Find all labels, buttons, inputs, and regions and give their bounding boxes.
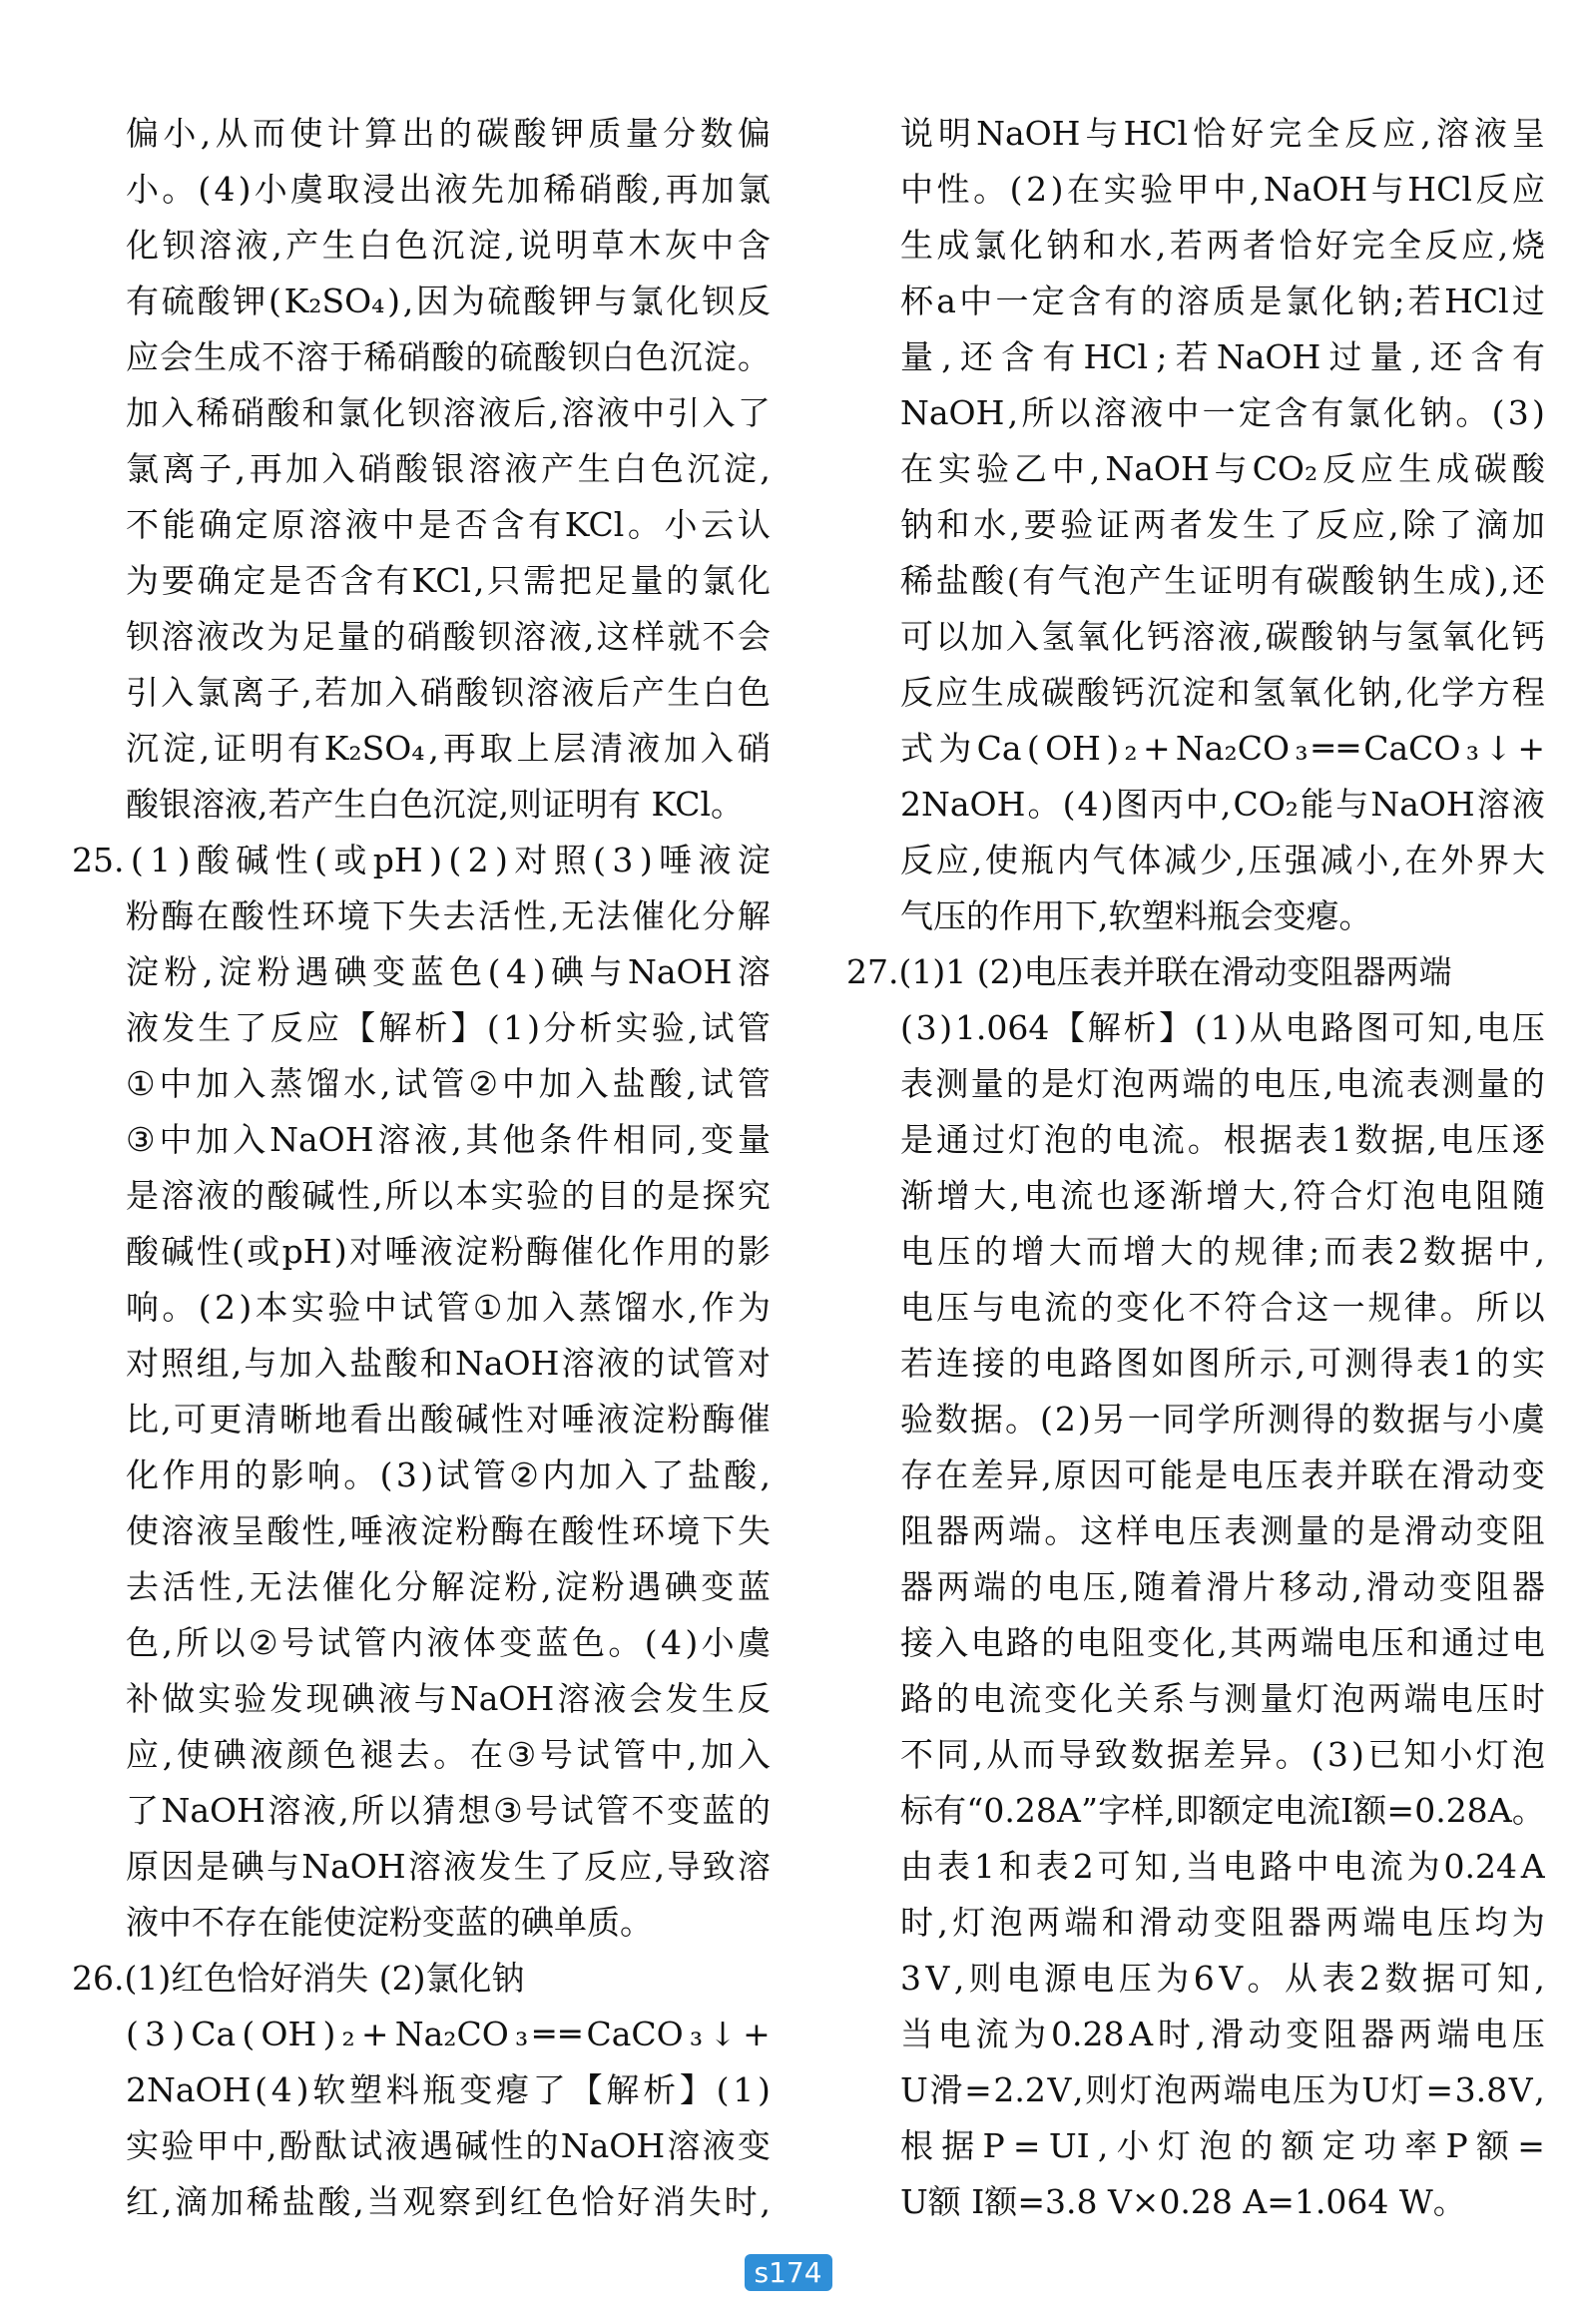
text-line: 应 , 使 碘 液 颜 色 褪 去 。 在 ③ 号 试 管 中 , 加 入 bbox=[126, 1735, 771, 1774]
text-line: 引 入 氯 离 子 , 若 加 入 硝 酸 钡 溶 液 后 产 生 白 色 bbox=[126, 673, 771, 712]
text-line: 液中不存在能使淀粉变蓝的碘单质。 bbox=[126, 1903, 653, 1942]
text-line: 是 通 过 灯 泡 的 电 流 。 根 据 表 1 数 据 , 电 压 逐 bbox=[900, 1120, 1545, 1159]
text-line: 比 , 可 更 清 晰 地 看 出 酸 碱 性 对 唾 液 淀 粉 酶 催 bbox=[126, 1400, 771, 1439]
text-line: 在 实 验 乙 中 , NaOH 与 CO₂ 反 应 生 成 碳 酸 bbox=[900, 449, 1545, 488]
text-line: 稀 盐 酸 ( 有 气 泡 产 生 证 明 有 碳 酸 钠 生 成 ) , 还 bbox=[900, 561, 1545, 600]
text-line: 量 , 还 含 有 HCl ; 若 NaOH 过 量 , 还 含 有 bbox=[900, 337, 1545, 376]
text-line: 中 性 。 ( 2 ) 在 实 验 甲 中 , NaOH 与 HCl 反 应 bbox=[900, 170, 1545, 209]
text-line: 沉 淀 , 证 明 有 K₂SO₄ , 再 取 上 层 清 液 加 入 硝 bbox=[126, 729, 771, 768]
text-line: 应 会 生 成 不 溶 于 稀 硝 酸 的 硫 酸 钡 白 色 沉 淀 。 bbox=[126, 337, 771, 376]
text-line: 渐 增 大 , 电 流 也 逐 渐 增 大 , 符 合 灯 泡 电 阻 随 bbox=[900, 1176, 1545, 1215]
text-line: 表 测 量 的 是 灯 泡 两 端 的 电 压 , 电 流 表 测 量 的 bbox=[900, 1064, 1545, 1103]
text-line: 去 活 性 , 无 法 催 化 分 解 淀 粉 , 淀 粉 遇 碘 变 蓝 bbox=[126, 1567, 771, 1606]
text-line: 液 发 生 了 反 应 【 解 析 】 ( 1 ) 分 析 实 验 , 试 管 bbox=[126, 1008, 771, 1047]
text-line: 淀 粉 , 淀 粉 遇 碘 变 蓝 色 ( 4 ) 碘 与 NaOH 溶 bbox=[126, 952, 771, 991]
text-line: 酸 碱 性 ( 或 pH ) 对 唾 液 淀 粉 酶 催 化 作 用 的 影 bbox=[126, 1232, 771, 1271]
text-line: 气压的作用下,软塑料瓶会变瘪。 bbox=[900, 896, 1372, 935]
text-line: 化 作 用 的 影 响 。 ( 3 ) 试 管 ② 内 加 入 了 盐 酸 , bbox=[126, 1455, 771, 1494]
text-line: 钡 溶 液 改 为 足 量 的 硝 酸 钡 溶 液 , 这 样 就 不 会 bbox=[126, 617, 771, 656]
text-line: 由 表 1 和 表 2 可 知 , 当 电 路 中 电 流 为 0.24 A bbox=[900, 1847, 1545, 1886]
text-line: 根 据 P = UI , 小 灯 泡 的 额 定 功 率 P 额 = bbox=[900, 2126, 1545, 2165]
text-line: 电 压 与 电 流 的 变 化 不 符 合 这 一 规 律 。 所 以 bbox=[900, 1288, 1545, 1327]
page-number: s174 bbox=[744, 2254, 831, 2291]
text-line: 氯 离 子 , 再 加 入 硝 酸 银 溶 液 产 生 白 色 沉 淀 , bbox=[126, 449, 771, 488]
text-line: 钠 和 水 , 要 验 证 两 者 发 生 了 反 应 , 除 了 滴 加 bbox=[900, 505, 1545, 544]
text-line: NaOH , 所 以 溶 液 中 一 定 含 有 氯 化 钠 。 ( 3 ) bbox=[900, 393, 1545, 432]
text-line: 2NaOH 。 ( 4 ) 图 丙 中 , CO₂ 能 与 NaOH 溶 液 bbox=[900, 785, 1545, 824]
text-line: 化 钡 溶 液 , 产 生 白 色 沉 淀 , 说 明 草 木 灰 中 含 bbox=[126, 226, 771, 265]
text-line: 2NaOH ( 4 ) 软 塑 料 瓶 变 瘪 了 【 解 析 】 ( 1 ) bbox=[126, 2070, 771, 2109]
text-line: 若 连 接 的 电 路 图 如 图 所 示 , 可 测 得 表 1 的 实 bbox=[900, 1344, 1545, 1383]
text-line: 原 因 是 碘 与 NaOH 溶 液 发 生 了 反 应 , 导 致 溶 bbox=[126, 1847, 771, 1886]
text-line: 不 能 确 定 原 溶 液 中 是 否 含 有 KCl 。 小 云 认 bbox=[126, 505, 771, 544]
text-line: 使 溶 液 呈 酸 性 , 唾 液 淀 粉 酶 在 酸 性 环 境 下 失 bbox=[126, 1511, 771, 1550]
right-column bbox=[846, 106, 1545, 2230]
text-line: 补 做 实 验 发 现 碘 液 与 NaOH 溶 液 会 发 生 反 bbox=[126, 1679, 771, 1718]
text-line: 当 电 流 为 0.28 A 时 , 滑 动 变 阻 器 两 端 电 压 bbox=[900, 2015, 1545, 2053]
text-line: 粉 酶 在 酸 性 环 境 下 失 去 活 性 , 无 法 催 化 分 解 bbox=[126, 896, 771, 935]
text-line: U额 I额=3.8 V×0.28 A=1.064 W。 bbox=[900, 2182, 1466, 2221]
text-line: 标 有 “ 0.28 A ” 字 样 , 即 额 定 电 流 I 额 = 0.28 A 。 bbox=[900, 1791, 1545, 1830]
text-line: 阻 器 两 端 。 这 样 电 压 表 测 量 的 是 滑 动 变 阻 bbox=[900, 1511, 1545, 1550]
text-line: ( 3 ) Ca ( OH ) ₂ + Na₂CO ₃ ═ ═ CaCO ₃ ↓ + bbox=[126, 2015, 771, 2053]
left-column bbox=[72, 106, 771, 2230]
text-line: ( 3 ) 1.064 【 解 析 】 ( 1 ) 从 电 路 图 可 知 , 电 压 bbox=[900, 1008, 1545, 1047]
text-line: 说 明 NaOH 与 HCl 恰 好 完 全 反 应 , 溶 液 呈 bbox=[900, 114, 1545, 153]
text-line: 时 , 灯 泡 两 端 和 滑 动 变 阻 器 两 端 电 压 均 为 bbox=[900, 1903, 1545, 1942]
text-line: 酸银溶液,若产生白色沉淀,则证明有 KCl。 bbox=[126, 785, 745, 824]
text-line: 实 验 甲 中 , 酚 酞 试 液 遇 碱 性 的 NaOH 溶 液 变 bbox=[126, 2126, 771, 2165]
text-line: 验 数 据 。 ( 2 ) 另 一 同 学 所 测 得 的 数 据 与 小 虞 bbox=[900, 1400, 1545, 1439]
text-line: 器 两 端 的 电 压 , 随 着 滑 片 移 动 , 滑 动 变 阻 器 bbox=[900, 1567, 1545, 1606]
text-line: ③ 中 加 入 NaOH 溶 液 , 其 他 条 件 相 同 , 变 量 bbox=[126, 1120, 771, 1159]
text-line: 偏 小 , 从 而 使 计 算 出 的 碳 酸 钾 质 量 分 数 偏 bbox=[126, 114, 771, 153]
text-line: 25. ( 1 ) 酸 碱 性 ( 或 pH ) ( 2 ) 对 照 ( 3 ) 唾 液 淀 bbox=[72, 841, 771, 879]
text-line: 为 要 确 定 是 否 含 有 KCl , 只 需 把 足 量 的 氯 化 bbox=[126, 561, 771, 600]
text-line: 对 照 组 , 与 加 入 盐 酸 和 NaOH 溶 液 的 试 管 对 bbox=[126, 1344, 771, 1383]
text-line: 有 硫 酸 钾 ( K₂SO₄ ) , 因 为 硫 酸 钾 与 氯 化 钡 反 bbox=[126, 282, 771, 320]
text-line: 26.(1)红色恰好消失 (2)氯化钠 bbox=[72, 1959, 525, 1998]
text-line: 反 应 生 成 碳 酸 钙 沉 淀 和 氢 氧 化 钠 , 化 学 方 程 bbox=[900, 673, 1545, 712]
text-line: 27.(1)1 (2)电压表并联在滑动变阻器两端 bbox=[846, 952, 1452, 991]
text-line: ① 中 加 入 蒸 馏 水 , 试 管 ② 中 加 入 盐 酸 , 试 管 bbox=[126, 1064, 771, 1103]
text-line: 接 入 电 路 的 电 阻 变 化 , 其 两 端 电 压 和 通 过 电 bbox=[900, 1623, 1545, 1662]
text-line: 电 压 的 增 大 而 增 大 的 规 律 ; 而 表 2 数 据 中 , bbox=[900, 1232, 1545, 1271]
text-line: 路 的 电 流 变 化 关 系 与 测 量 灯 泡 两 端 电 压 时 bbox=[900, 1679, 1545, 1718]
text-line: 加 入 稀 硝 酸 和 氯 化 钡 溶 液 后 , 溶 液 中 引 入 了 bbox=[126, 393, 771, 432]
text-line: 响 。 ( 2 ) 本 实 验 中 试 管 ① 加 入 蒸 馏 水 , 作 为 bbox=[126, 1288, 771, 1327]
text-line: 生 成 氯 化 钠 和 水 , 若 两 者 恰 好 完 全 反 应 , 烧 bbox=[900, 226, 1545, 265]
text-line: 了 NaOH 溶 液 , 所 以 猜 想 ③ 号 试 管 不 变 蓝 的 bbox=[126, 1791, 771, 1830]
text-line: 存 在 差 异 , 原 因 可 能 是 电 压 表 并 联 在 滑 动 变 bbox=[900, 1455, 1545, 1494]
text-line: 可 以 加 入 氢 氧 化 钙 溶 液 , 碳 酸 钠 与 氢 氧 化 钙 bbox=[900, 617, 1545, 656]
text-line: 3 V , 则 电 源 电 压 为 6 V 。 从 表 2 数 据 可 知 , bbox=[900, 1959, 1545, 1998]
text-line: 反 应 , 使 瓶 内 气 体 减 少 , 压 强 减 小 , 在 外 界 大 bbox=[900, 841, 1545, 879]
text-line: 不 同 , 从 而 导 致 数 据 差 异 。 ( 3 ) 已 知 小 灯 泡 bbox=[900, 1735, 1545, 1774]
text-line: U 滑 = 2.2 V , 则 灯 泡 两 端 电 压 为 U 灯 = 3.8 V , bbox=[900, 2070, 1545, 2109]
text-line: 式 为 Ca ( OH ) ₂ + Na₂CO ₃ ═ ═ CaCO ₃ ↓ + bbox=[900, 729, 1545, 768]
text-line: 红 , 滴 加 稀 盐 酸 , 当 观 察 到 红 色 恰 好 消 失 时 , bbox=[126, 2182, 771, 2221]
text-line: 色 , 所 以 ② 号 试 管 内 液 体 变 蓝 色 。 ( 4 ) 小 虞 bbox=[126, 1623, 771, 1662]
text-line: 杯 a 中 一 定 含 有 的 溶 质 是 氯 化 钠 ; 若 HCl 过 bbox=[900, 282, 1545, 320]
text-line: 是 溶 液 的 酸 碱 性 , 所 以 本 实 验 的 目 的 是 探 究 bbox=[126, 1176, 771, 1215]
text-line: 小 。 ( 4 ) 小 虞 取 浸 出 液 先 加 稀 硝 酸 , 再 加 氯 bbox=[126, 170, 771, 209]
